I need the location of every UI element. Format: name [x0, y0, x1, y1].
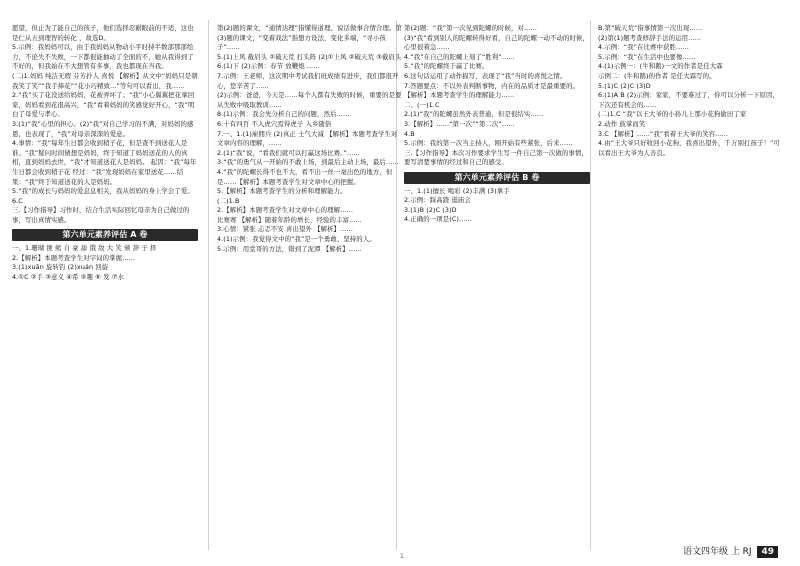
answer-paragraph: 三.【习作指导】习作时，结合生活实际回忆母亲为自己做过的事，写出真情实感。 [12, 206, 190, 224]
answer-paragraph: 2.(1)“我”说，“看我们就可以打赢这场比赛。”…… [217, 148, 360, 157]
answer-paragraph: 三.【习作指导】本次习作要求学生写一件自己第一次做的事情，要写清楚事情的经过和自己的感受。 [404, 148, 588, 167]
answer-paragraph: (二)1.B [217, 196, 240, 205]
answer-paragraph: 8.(1)示例：我会先分析自己的问题，然后…… [217, 110, 350, 119]
answer-paragraph: 一、1.珊瑚 匪 熊 自 豪 舔 饿 敌 大 笑 颁 辞 子 择 [12, 244, 157, 253]
answer-paragraph: 5.示例：用堂哥的方法，错到了泥潭 【解析】…… [217, 244, 362, 253]
answer-paragraph: 5.示例：我的第一次当主持人，刚开始有些紧张，后来…… [404, 139, 573, 148]
answer-paragraph: 6.十有四百 不入虎穴焉得虎子 入乡随俗 [217, 119, 332, 128]
answer-paragraph: 6.C [12, 196, 23, 205]
page-footer [683, 544, 778, 558]
answer-paragraph: 第(2)题的课文，“通情达理”指懂得道理、说话做事合情合理。第(3)题的课文，“变着戏法”指想方设法，变化多端，“寻小孩子”…… [217, 24, 402, 52]
answer-paragraph: 6.(1)A B (2)示例：家家，不要难过了，你可以分析一下原因，下次还有机会的…… [598, 91, 780, 109]
answer-paragraph: 7.答题要点：不以外表判断事物，内在的品质才是最重要的。 [404, 81, 580, 90]
answer-paragraph: 2.【解析】本题考查学生对字词的掌握…… [12, 253, 136, 262]
answer-paragraph: 4.“我”在自己的陀螺上刻了“胜利”…… [404, 52, 515, 61]
column-4 [598, 24, 784, 158]
section-heading-unit-a: 第六单元素养评估 A 卷 [12, 229, 198, 241]
answer-paragraph: 4.(1)示例一：(牛和鹅)一文的作者是任大霖 [598, 62, 723, 71]
answer-paragraph: (2)第(1)题考查修辞手法的运用…… [598, 33, 702, 42]
answer-paragraph: 2.动作 鼓掌而笑 [598, 119, 646, 128]
answer-paragraph: (3)“我”看到别人的陀螺转得好看，自己的陀螺一动不动的时候，心里很着急…… [404, 33, 589, 52]
answer-paragraph: 5.【解析】本题考查学生的分析和理解能力。 [217, 187, 347, 196]
gutter-mark: 1 [400, 553, 404, 560]
answer-paragraph: 7.示例：王老师，这次期中考试我们班成绩有进步，我们都很开心，您辛苦了…… [217, 71, 399, 90]
answer-paragraph: 5.“我”的陀螺终于赢了比赛。 [404, 62, 489, 71]
answer-paragraph: 3.(1)B (2)C (3)D [404, 205, 457, 214]
answer-paragraph: 4.由“王大爷只好收回小花狗，我喜出望外，千万别打孩子！”可以看出王大爷为人善良。 [598, 139, 780, 157]
answer-paragraph: (二)1.C “我”以王大爷的小孙儿上那小花狗偷田了家 [598, 110, 747, 119]
answer-paragraph: 一、1.(1)擅长 喝彩 (2)丰满 (3)拿手 [404, 186, 510, 195]
answer-paragraph: 6.这句话运用了动作描写，表现了“我”当时的喜悦之情。 [404, 71, 567, 80]
answer-paragraph: (2)示例：爸爸，今天是……每个人都有失败的时候，重要的是要从失败中吸取教训…… [217, 91, 402, 109]
answer-paragraph: 4.①C ②手 ③意义 ④希 ⑤趣 ⑥ 发 ⑦水 [12, 272, 125, 281]
answer-paragraph: 3.(1)“我”心里的担心。(2)“我”对自己学习的不满，对妈妈的感恩，也表现了，“我”对母亲深深的爱意。 [12, 119, 194, 138]
answer-paragraph: 4.“我”的陀螺长得不也不大，看不出一丝一毫出色的地方，但是……【解析】本题考查学生对文章中心的把握。 [217, 167, 393, 186]
answer-paragraph: 4.正确的一项是(C)…… [404, 215, 472, 224]
answer-paragraph: 2.【解析】本题考查学生对文章中心的理解…… [217, 206, 354, 215]
subject-label: 语文四年级 上 RJ [682, 547, 752, 557]
answer-paragraph: 5.(1)C (2)C (3)D [598, 81, 651, 90]
answer-paragraph: 3.心情：紧张 忐忑不安 喜出望外 【解析】…… [217, 225, 354, 234]
answer-paragraph: 5.示例：我妈妈可以，由于我妈妈从物动小平时持半数部那部绘力，不论失不失败，一下都很能抽动了全面的不，她从我得到了不好的，但我始在不大想管有多事，我也都现在当我。 [12, 43, 194, 71]
answer-paragraph: 二、(一)1.C [404, 100, 440, 109]
answer-paragraph: (二)1.妈妈 纯洁无瑕 芬芳扑人 喜悦 【解析】从文中“妈妈只是朝我笑了笑”“我手捧花”“花小巧精致...”等句可以看出，我…… [12, 71, 198, 90]
answer-paragraph: 7.一、1.(1)雇佣兵 (2)真正 士气大减 【解析】本题考查学生对文章内容的理解，…… [217, 129, 398, 148]
answer-paragraph: 4.(1)示例：我觉得文中的“我”是一个勇敢、坚持的人。 [217, 235, 376, 244]
answer-paragraph: 3.C 【解析】……“我”看着王大爷的笑容…… [598, 129, 729, 138]
column-1 [12, 24, 198, 282]
answer-paragraph: 2.(1)“我”的陀螺虽然外表普通，但是很结实…… [404, 110, 544, 119]
column-divider [590, 20, 591, 550]
column-3 [404, 24, 590, 225]
answer-paragraph: 3.【解析】……“第一次”“第二次”…… [404, 119, 515, 128]
page-number: 49 [757, 546, 778, 558]
answer-paragraph: B.第“破天荒”指事情第一次出现…… [598, 24, 703, 32]
answer-paragraph: 2.示例：踩高跷 逛庙会 [404, 196, 471, 205]
answer-paragraph: 5.(1)上风 截眉头 ②破天荒 打头阵 (2)①上风 ②破天荒 ③截眉头 [217, 52, 402, 61]
answer-paragraph: 4.示例：“我”在比赛中获胜…… [598, 43, 690, 52]
column-divider [208, 20, 209, 550]
answer-paragraph: 示例二：(牛和鹅)的作者 是任大霖写的。 [598, 71, 716, 80]
column-2 [217, 24, 403, 254]
answer-paragraph: 4.B [404, 129, 415, 138]
section-heading-unit-b: 第六单元素养评估 B 卷 [404, 172, 590, 184]
answer-paragraph: 3.“我”的勇气从一开始的不敢上场，到最后主动上场，最后…… [217, 158, 399, 167]
answer-paragraph: 5.“我”的成长与妈妈的爱息息相关，我从妈妈的身上学会了爱。 [12, 187, 194, 196]
answer-paragraph: 3.(1)xuān 旋转钓 (2)xuán 回旋 [12, 263, 109, 272]
answer-paragraph: 第(2)题：“我”第一次见到陀螺的时候，对…… [404, 24, 538, 32]
answer-paragraph: 2.“我”买了花没送给妈妈，花被弄坏了；“我”小心翼翼把花拿回家，妈妈看到花很高兴，“我”看着妈妈的笑感觉好开心，“我”明白了母爱与孝心。 [12, 91, 195, 119]
answer-paragraph: 比赛赛 【解析】随着年龄的增长，经验的丰富…… [217, 215, 362, 224]
answer-paragraph: 愿望，但止为了能自己的孩子，他们选择忍耐眼前的不适，这也是仁从五到理智的转化 ，故选D。 [12, 24, 194, 42]
answer-paragraph: 【解析】本题考查学生的理解能力…… [404, 91, 515, 100]
answer-paragraph: 5.示例：“我”在生活中也要像…… [598, 52, 696, 61]
answer-paragraph: 4.事情：“我”每年生日都会收到稍子花，但是查不到送花人是谁。“我”疑问时间猜想是妈妈，终于知道了妈妈送花的人的真相，直到妈妈去世，“我”才知道送花人是妈妈。 起因：“我”每年生日都会收到稍子花 经过：“我”发现妈妈在家里送花……结果：“我”终于知道送花的人是妈妈。 [12, 139, 197, 186]
answer-paragraph: 6.(1)下 (2)示例：春节 放鞭炮 …… [217, 62, 320, 71]
